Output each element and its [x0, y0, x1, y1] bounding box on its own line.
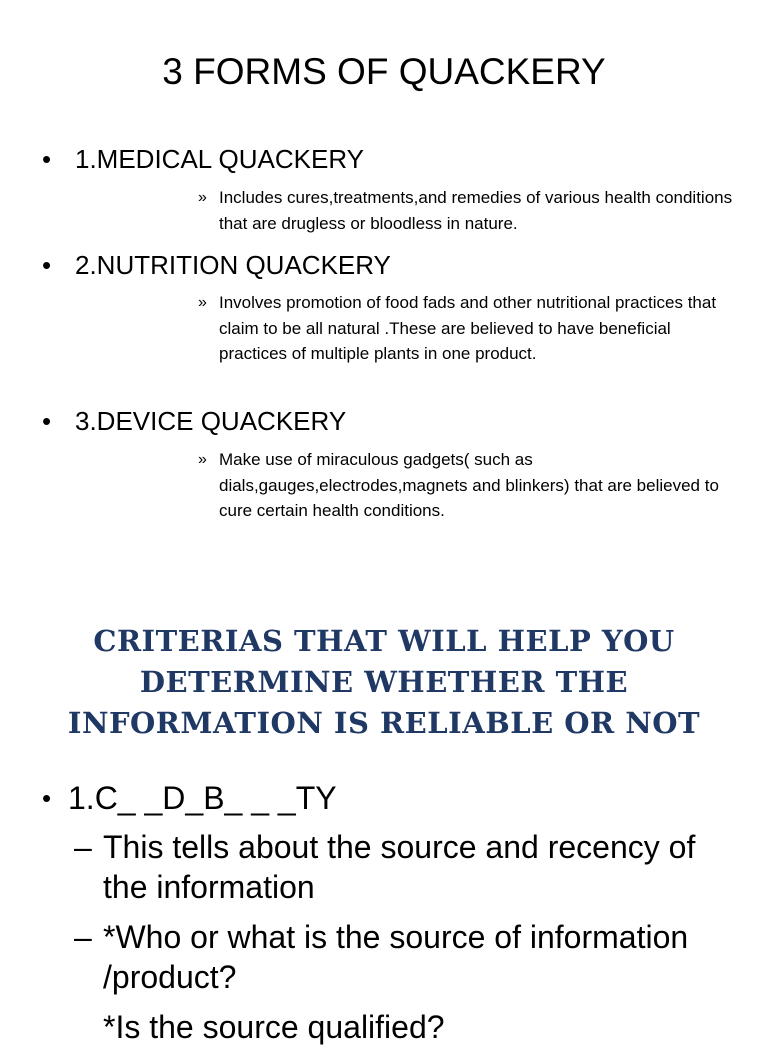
item-heading: 2.NUTRITION QUACKERY — [75, 250, 391, 280]
slide-title: 3 FORMS OF QUACKERY — [162, 51, 606, 92]
criterion-heading: 1.C_ _D_B_ _ _TY — [68, 780, 337, 816]
description-text: Involves promotion of food fads and other nutritional practices that claim to be all natural .These are believed to have beneficial practices of multiple plants in one product. — [219, 293, 717, 363]
dash-marker: – — [74, 919, 92, 955]
bullet: • — [42, 144, 52, 174]
bullet: • — [42, 783, 52, 813]
item-heading: 1.MEDICAL QUACKERY — [75, 144, 364, 174]
description-text: Includes cures,treatments,and remedies of various health conditions that are drugless or bloodless in nature. — [219, 188, 733, 233]
slide-title: CRITERIAS THAT WILL HELP YOU DETERMINE WHETHER THE INFORMATION IS RELIABLE OR NOT — [67, 624, 701, 740]
sub-bullet-marker: » — [198, 189, 207, 206]
dash-marker: – — [74, 829, 92, 865]
point-text: *Who or what is the source of information /product? — [103, 919, 689, 995]
bullet: • — [42, 250, 52, 280]
item-heading: 3.DEVICE QUACKERY — [75, 406, 347, 436]
slide-reliability-criteria — [0, 590, 768, 1045]
sub-bullet-marker: » — [198, 451, 207, 468]
sub-bullet-marker: » — [198, 294, 207, 311]
point-text: *Is the source qualified? — [103, 1009, 445, 1045]
bullet: • — [42, 406, 52, 436]
point-text: This tells about the source and recency of the information — [103, 829, 696, 905]
description-text: Make use of miraculous gadgets( such as dials,gauges,electrodes,magnets and blinkers) that are believed to cure certain health conditions. — [219, 450, 719, 520]
